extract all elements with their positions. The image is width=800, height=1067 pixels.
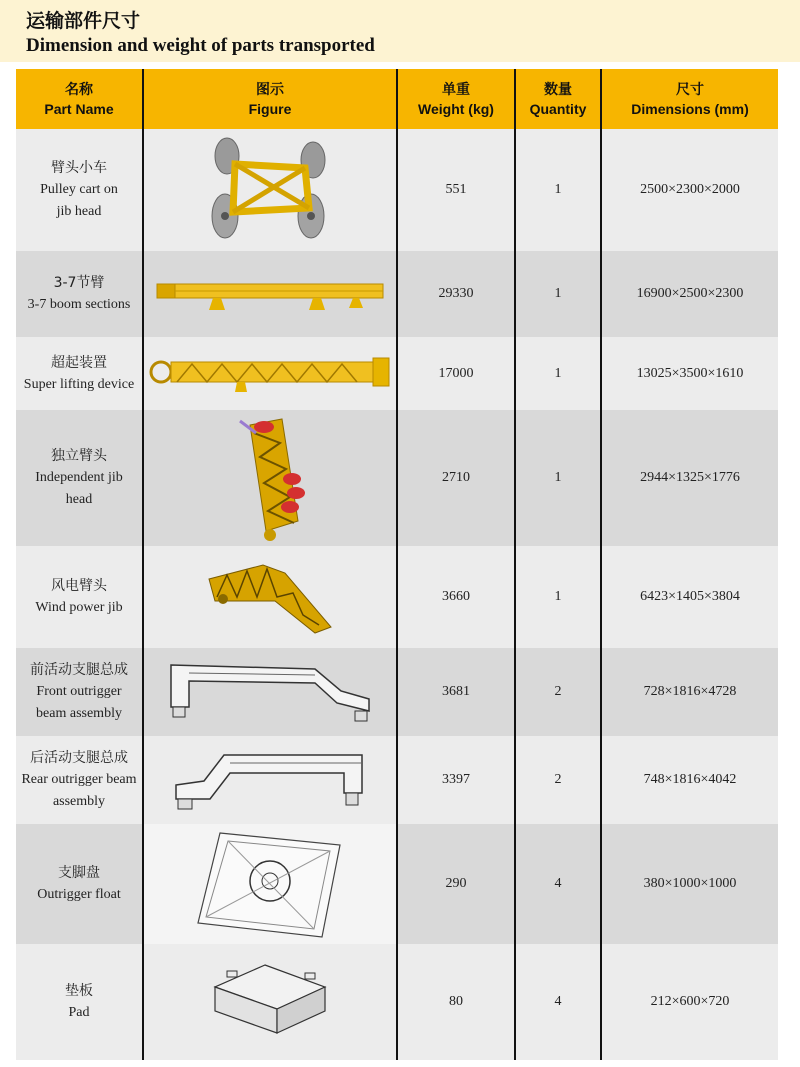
dimensions-cell: 728×1816×4728 — [601, 648, 778, 736]
quantity-cell: 2 — [515, 648, 601, 736]
dimensions-cell: 2500×2300×2000 — [601, 129, 778, 251]
weight-cell: 3397 — [397, 736, 515, 824]
table-row — [16, 944, 778, 1060]
figure-cell — [143, 410, 397, 546]
table-row — [16, 410, 778, 546]
part-name-cn: 臂头小车 — [51, 160, 107, 176]
part-name-cn: 垫板 — [65, 983, 93, 999]
part-name-en: Rear outrigger beam assembly — [21, 772, 137, 809]
part-name-en: Wind power jib — [35, 600, 123, 615]
table-row — [16, 736, 778, 824]
independent-jib-head-icon — [220, 413, 320, 543]
table-row — [16, 251, 778, 337]
part-name-cell — [16, 251, 143, 337]
part-name-en: Front outrigger beam assembly — [36, 684, 122, 721]
table-row — [16, 129, 778, 251]
page-title-en: Dimension and weight of parts transported — [26, 35, 375, 56]
weight-cell: 17000 — [397, 337, 515, 410]
quantity-cell: 1 — [515, 129, 601, 251]
figure-cell — [143, 251, 397, 337]
dimensions-cell: 16900×2500×2300 — [601, 251, 778, 337]
weight-cell: 3681 — [397, 648, 515, 736]
part-name-en: 3-7 boom sections — [27, 297, 131, 312]
outrigger-float-icon — [190, 827, 350, 941]
part-name-cn: 风电臂头 — [51, 578, 107, 594]
rear-outrigger-icon — [170, 745, 370, 815]
figure-cell — [143, 824, 397, 944]
quantity-cell: 4 — [515, 824, 601, 944]
weight-cell: 29330 — [397, 251, 515, 337]
part-name-cell — [16, 824, 143, 944]
part-name-cell — [16, 337, 143, 410]
part-name-en: Outrigger float — [37, 887, 121, 902]
quantity-cell: 1 — [515, 251, 601, 337]
table-row — [16, 546, 778, 648]
super-lifting-device-icon — [147, 352, 393, 396]
pad-icon — [205, 957, 335, 1047]
front-outrigger-icon — [165, 657, 375, 727]
boom-sections-icon — [153, 274, 387, 314]
quantity-cell: 1 — [515, 410, 601, 546]
weight-cell: 290 — [397, 824, 515, 944]
figure-cell — [143, 129, 397, 251]
header-figure: 图示 Figure — [143, 69, 397, 129]
weight-cell: 80 — [397, 944, 515, 1060]
figure-cell — [143, 546, 397, 648]
table-row — [16, 337, 778, 410]
part-name-cell — [16, 546, 143, 648]
dimensions-cell: 13025×3500×1610 — [601, 337, 778, 410]
part-name-cell — [16, 736, 143, 824]
wind-power-jib-icon — [203, 557, 337, 637]
weight-cell: 551 — [397, 129, 515, 251]
dimensions-cell: 2944×1325×1776 — [601, 410, 778, 546]
part-name-cn: 独立臂头 — [51, 448, 107, 464]
weight-cell: 3660 — [397, 546, 515, 648]
quantity-cell: 1 — [515, 337, 601, 410]
part-name-cell — [16, 648, 143, 736]
part-name-cn: 后活动支腿总成 — [30, 750, 128, 766]
weight-cell: 2710 — [397, 410, 515, 546]
quantity-cell: 1 — [515, 546, 601, 648]
figure-cell — [143, 648, 397, 736]
quantity-cell: 2 — [515, 736, 601, 824]
part-name-en: Independent jib head — [35, 470, 123, 507]
part-name-en: Pulley cart on jib head — [40, 182, 118, 219]
part-name-cn: 超起装置 — [51, 354, 107, 371]
dimensions-cell: 6423×1405×3804 — [601, 546, 778, 648]
figure-cell — [143, 736, 397, 824]
header-weight: 单重 Weight (kg) — [397, 69, 515, 129]
page-title-cn: 运输部件尺寸 — [26, 10, 141, 32]
pulley-cart-icon — [205, 134, 335, 246]
part-name-cell — [16, 944, 143, 1060]
header-part-name: 名称 Part Name — [16, 69, 143, 129]
header-dimensions: 尺寸 Dimensions (mm) — [601, 69, 778, 129]
table-header-row — [16, 69, 778, 129]
quantity-cell: 4 — [515, 944, 601, 1060]
header-quantity: 数量 Quantity — [515, 69, 601, 129]
figure-cell — [143, 337, 397, 410]
title-bar — [0, 0, 800, 62]
part-name-cn: 前活动支腿总成 — [30, 662, 128, 678]
part-name-en: Pad — [68, 1005, 90, 1020]
dimensions-cell: 748×1816×4042 — [601, 736, 778, 824]
parts-table — [16, 69, 778, 1060]
table-row — [16, 824, 778, 944]
part-name-cn: 支脚盘 — [58, 865, 100, 881]
dimensions-cell: 380×1000×1000 — [601, 824, 778, 944]
figure-cell — [143, 944, 397, 1060]
table-row — [16, 648, 778, 736]
dimensions-cell: 212×600×720 — [601, 944, 778, 1060]
part-name-cell — [16, 129, 143, 251]
part-name-en: Super lifting device — [23, 376, 135, 392]
part-name-cn: 3-7节臂 — [53, 275, 105, 291]
part-name-cell — [16, 410, 143, 546]
